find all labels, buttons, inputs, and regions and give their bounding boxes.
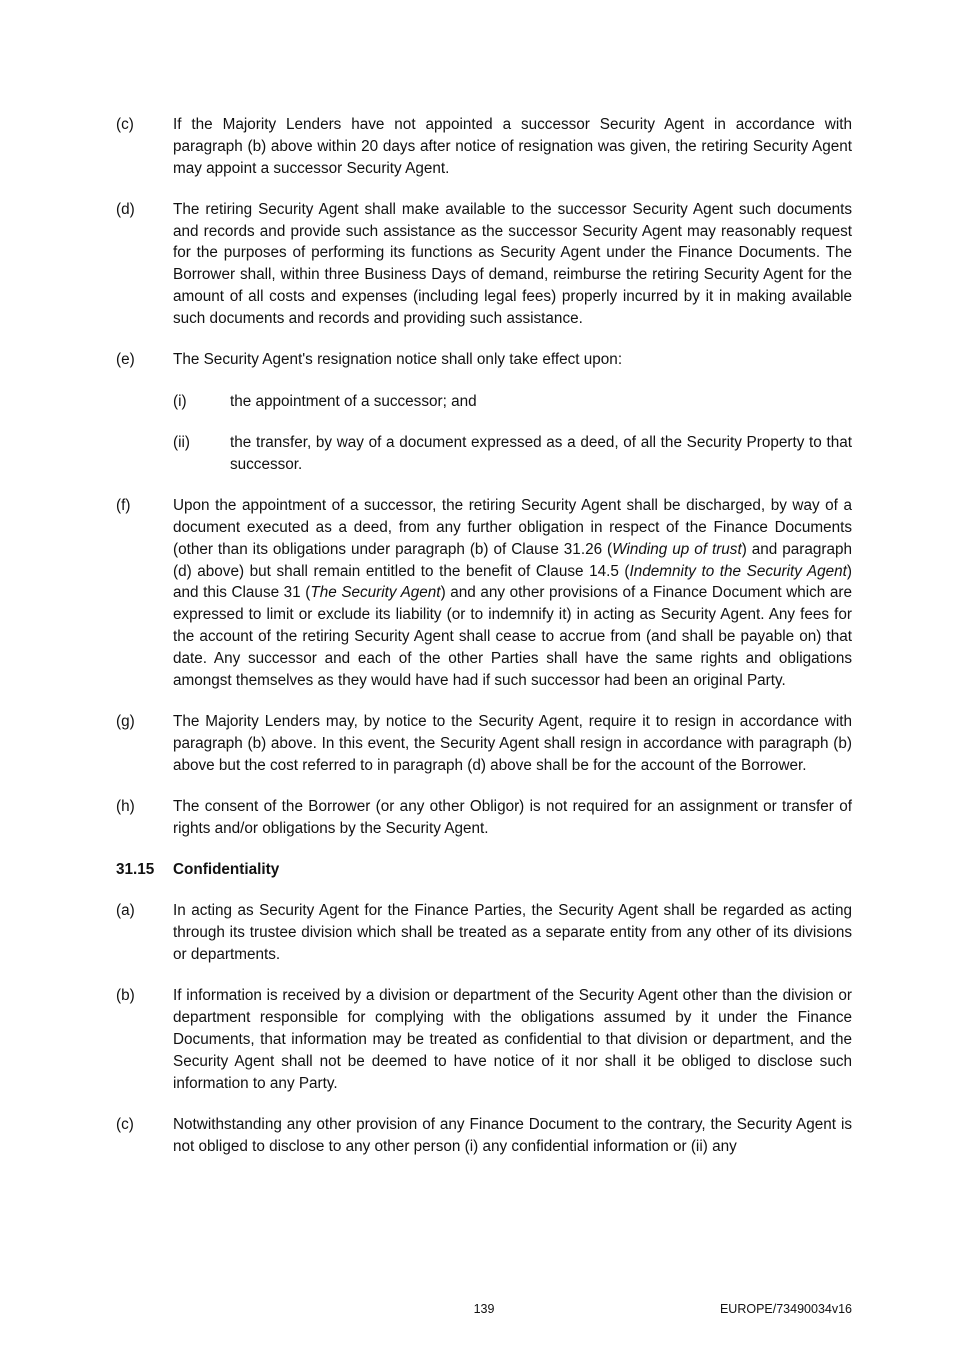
paragraph-text: If information is received by a division or department of the Security Agent other than the division or department responsible for complying with the obligations assumed by it under the Finance Documents, that information may be treated as confidential to that division or department, and the Security Agent shall not be deemed to have notice of it nor shall it be obliged to disclose such information to any Party.	[173, 987, 852, 1092]
paragraph-text: Notwithstanding any other provision of any Finance Document to the contrary, the Security Agent is not obliged to disclose to any other person (i) any confidential information or (ii) any	[173, 1115, 852, 1155]
page-footer	[116, 1300, 852, 1322]
paragraph-text: If the Majority Lenders have not appointed a successor Security Agent in accordance with paragraph (b) above within 20 days after notice of resignation was given, the retiring Security Agent may appoint a successor Security Agent.	[173, 116, 852, 177]
paragraph-b	[116, 985, 852, 1094]
clause-reference: Indemnity to the Security Agent	[629, 562, 847, 580]
document-reference: EUROPE/73490034v16	[719, 1302, 852, 1316]
paragraph-label: (h)	[116, 797, 135, 815]
paragraph-label: (e)	[116, 351, 135, 369]
paragraph-c-top	[116, 114, 852, 179]
paragraph-label: (d)	[116, 200, 135, 218]
paragraph-text: The consent of the Borrower (or any other Obligor) is not required for an assignment or transfer of rights and/or obligations by the Security Agent.	[173, 797, 852, 837]
paragraph-h	[116, 796, 852, 840]
document-body	[116, 114, 852, 1177]
paragraph-text: In acting as Security Agent for the Finance Parties, the Security Agent shall be regarded as acting through its trustee division which shall be treated as a separate entity from any other of its divisions or departments.	[173, 902, 852, 964]
paragraph-d	[116, 199, 852, 330]
paragraph-e	[116, 349, 852, 371]
sub-item-text: the appointment of a successor; and	[230, 392, 477, 410]
paragraph-label: (f)	[116, 497, 131, 515]
sub-item-text: the transfer, by way of a document expressed as a deed, of all the Security Property to that successor.	[230, 434, 852, 473]
sub-item-ii	[173, 432, 852, 476]
page-number: 139	[473, 1302, 495, 1316]
text-run: ) and paragraph (d) above) but shall remain entitled to the benefit of Clause 14.5 (	[173, 540, 852, 580]
section-heading	[116, 859, 852, 881]
clause-reference: Winding up of trust	[612, 540, 742, 558]
sub-item-label: (i)	[173, 392, 187, 410]
paragraph-c-bottom	[116, 1114, 852, 1158]
paragraph-a	[116, 900, 852, 965]
paragraph-g	[116, 711, 852, 776]
sub-item-i	[173, 391, 852, 413]
paragraph-text: The Security Agent's resignation notice shall only take effect upon:	[173, 351, 623, 369]
text-run: ) and any other provisions of a Finance Document which are expressed to limit or exclude its liability (or to indemnify it) in acting as Security Agent. Any fees for the account of the retiring Security Agent shall cease to accrue from (and shall be payable on) that date. Any successor and each of the other Parties shall have the same rights and obligations amongst themselves as they would have had if such successor had been an original Party.	[173, 584, 852, 689]
text-run: Upon the appointment of a successor, the retiring Security Agent shall be discharged, by way of a document executed as a deed, from any further obligation in respect of the Finance Documents (other than its obligations under paragraph (b) of Clause 31.26 (	[173, 497, 852, 558]
paragraph-label: (c)	[116, 1115, 134, 1133]
paragraph-text: The retiring Security Agent shall make available to the successor Security Agent such documents and records and provide such assistance as the successor Security Agent may reasonably request for the purposes of performing its functions as Security Agent under the Finance Documents. The Borrower shall, within three Business Days of demand, reimburse the retiring Security Agent for the amount of all costs and expenses (including legal fees) properly incurred by it in making available such documents and records and providing such assistance.	[173, 200, 852, 327]
text-run: ) and this Clause 31 (	[173, 562, 852, 602]
paragraph-text	[173, 495, 852, 691]
section-title: Confidentiality	[173, 860, 280, 878]
clause-reference: The Security Agent	[310, 584, 441, 602]
paragraph-f	[116, 495, 852, 691]
sub-item-label: (ii)	[173, 434, 190, 452]
paragraph-label: (b)	[116, 987, 135, 1005]
paragraph-text: The Majority Lenders may, by notice to the Security Agent, require it to resign in accordance with paragraph (b) above. In this event, the Security Agent shall resign in accordance with paragraph (b) above but the cost referred to in paragraph (d) above shall be for the account of the Borrower.	[173, 712, 852, 774]
section-number: 31.15	[116, 860, 155, 878]
paragraph-label: (g)	[116, 712, 135, 730]
paragraph-label: (c)	[116, 116, 134, 133]
paragraph-label: (a)	[116, 902, 135, 920]
